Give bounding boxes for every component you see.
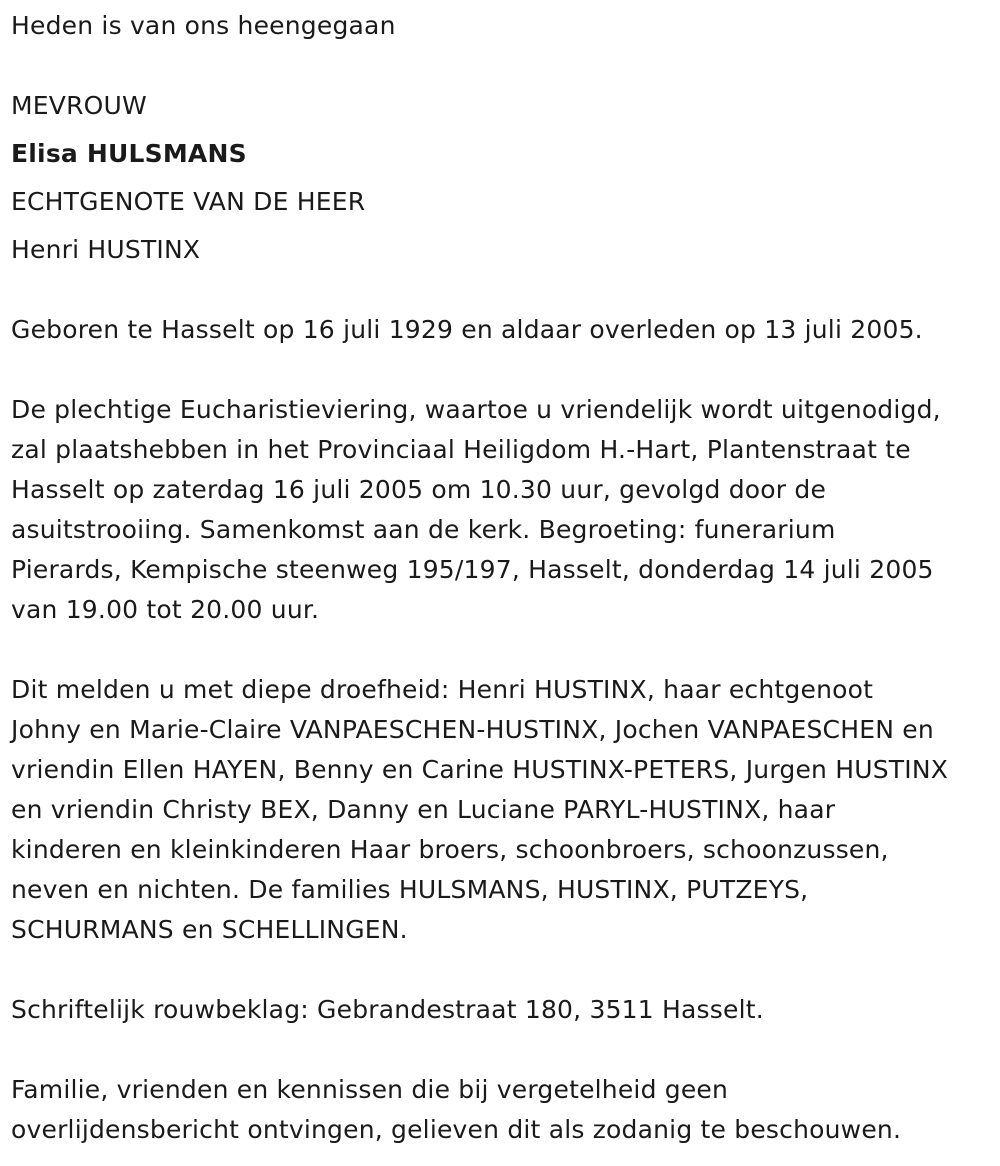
ceremony-paragraph: De plechtige Eucharistieviering, waartoe u vriendelijk wordt uitgenodigd, zal plaatshebben in het Provinciaal Heiligdom H.-Hart, Plantenstraat te Hasselt op zaterdag 16 juli 2005 om 10.30 uur, gevolgd door de asuitstrooiing. Samenkomst aan de kerk. Begroeting: funerarium Pierards, Kempische steenweg 195/197, Hasselt, donderdag 14 juli 2005 van 19.00 tot 20.00 uur. xyxy=(11,395,941,624)
spouse-name: Henri HUSTINX xyxy=(11,235,201,264)
intro-line: Heden is van ons heengegaan xyxy=(11,11,396,40)
title-line: MEVROUW xyxy=(11,91,147,120)
relation-line: ECHTGENOTE VAN DE HEER xyxy=(11,187,366,216)
condolence-line: Schriftelijk rouwbeklag: Gebrandestraat 180, 3511 Hasselt. xyxy=(11,995,764,1024)
family-paragraph: Dit melden u met diepe droefheid: Henri HUSTINX, haar echtgenoot Johny en Marie-Claire VANPAESCHEN-HUSTINX, Jochen VANPAESCHEN en vriendin Ellen HAYEN, Benny en Carine HUSTINX-PETERS, Jurgen HUSTINX en vriendin Christy BEX, Danny en Luciane PARYL-HUSTINX, haar kinderen en kleinkinderen Haar broers, schoonbroers, schoonzussen, neven en nichten. De families HULSMANS, HUSTINX, PUTZEYS, SCHURMANS en SCHELLINGEN. xyxy=(11,675,949,944)
deceased-name: Elisa HULSMANS xyxy=(11,139,247,168)
born-died-line: Geboren te Hasselt op 16 juli 1929 en aldaar overleden op 13 juli 2005. xyxy=(11,315,923,344)
closing-paragraph: Familie, vrienden en kennissen die bij vergetelheid geen overlijdensbericht ontvingen, gelieven dit als zodanig te beschouwen. xyxy=(11,1075,902,1144)
